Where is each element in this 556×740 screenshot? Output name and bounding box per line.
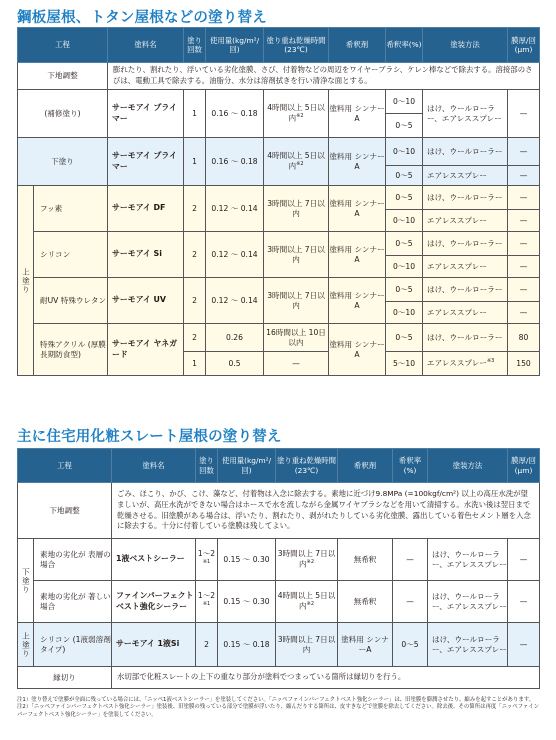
thinner: 塗料用 シンナーA: [329, 278, 386, 324]
paint-name: サーモアイ UV: [108, 278, 184, 324]
usage: 0.26: [206, 324, 264, 352]
method: エアレススプレー: [423, 210, 508, 232]
coats: 1: [184, 138, 206, 186]
thinner: 塗料用 シンナーA: [338, 623, 393, 667]
paint-name: サーモアイ プライマー: [108, 90, 184, 138]
method: エアレススプレー: [423, 256, 508, 278]
dry-time-text: 4時間以上 5日以内: [277, 591, 336, 611]
method: はけ、ウールローラー、エアレススプレー: [428, 539, 508, 581]
header-dry-time: 塗り重ね乾燥時間(23℃): [276, 449, 338, 483]
coats: 1: [184, 352, 206, 376]
table-slate-roof: [17, 448, 540, 689]
topcoat-label: 上塗り: [18, 623, 34, 667]
coats: [196, 581, 218, 623]
dilution-rate: 5〜10: [386, 352, 423, 376]
table-metal-roof: [17, 27, 540, 376]
prep-label: 下地調整: [18, 63, 108, 90]
film: —: [508, 256, 540, 278]
dry-time: —: [264, 352, 329, 376]
paint-name: 1液ベストシーラー: [112, 539, 196, 581]
dilution-rate: 0〜5: [386, 232, 423, 256]
film: —: [508, 232, 540, 256]
usage: 0.16 〜 0.18: [206, 138, 264, 186]
header-usage: 使用量(kg/m²/回): [206, 28, 264, 63]
usage: 0.12 〜 0.14: [206, 232, 264, 278]
header-coats: 塗り回数: [184, 28, 206, 63]
header-process: 工程: [18, 28, 108, 63]
header-paint: 塗料名: [112, 449, 196, 483]
coats-note: ※1: [202, 601, 211, 608]
dilution-rate: —: [393, 581, 428, 623]
dry-time-text: 3時間以上 7日以内: [277, 549, 336, 569]
method: エアレススプレー: [423, 166, 508, 186]
usage: 0.5: [206, 352, 264, 376]
coats: 2: [184, 278, 206, 324]
paint-name: サーモアイ 1液Si: [112, 623, 196, 667]
coats: 2: [184, 186, 206, 232]
coats-text: 1〜2: [197, 591, 216, 601]
usage: 0.15 〜 0.18: [218, 623, 276, 667]
header-film: 膜厚/回(μm): [508, 28, 540, 63]
thinner: 塗料用 シンナーA: [329, 186, 386, 232]
dry-time: 16時間以上 10日以内: [264, 324, 329, 352]
dry-time: [264, 90, 329, 138]
method: エアレススプレー: [423, 302, 508, 324]
dilution-rate: 0〜5: [393, 623, 428, 667]
dry-time-text: 4時間以上 5日以内: [267, 103, 325, 123]
thinner: 無希釈: [338, 581, 393, 623]
dry-time: [276, 539, 338, 581]
film: 80: [508, 324, 540, 352]
paint-name: ファインパーフェクト ベスト強化シーラー: [112, 581, 196, 623]
header-dilution: 希釈率(%): [393, 449, 428, 483]
dry-time: 3時間以上 7日以内: [276, 623, 338, 667]
usage: 0.12 〜 0.14: [206, 186, 264, 232]
method: はけ、ウールローラー: [423, 324, 508, 352]
paint-name: サーモアイ DF: [108, 186, 184, 232]
header-coats: 塗り回数: [196, 449, 218, 483]
coats: [196, 539, 218, 581]
film: —: [508, 90, 540, 138]
usage: 0.12 〜 0.14: [206, 278, 264, 324]
method-text: エアレススプレー: [427, 358, 487, 368]
method-note: ※3: [486, 358, 495, 365]
header-film: 膜厚/回(μm): [508, 449, 540, 483]
section2-title: 主に住宅用化粧スレート屋根の塗り替え: [17, 429, 282, 445]
coats-note: ※1: [202, 559, 211, 566]
prep-label: 下地調整: [18, 483, 112, 539]
coats: 2: [184, 324, 206, 352]
coats-text: 1〜2: [197, 549, 216, 559]
topcoat-label: 上塗り: [18, 186, 34, 376]
method: はけ、ウールローラー: [423, 278, 508, 302]
dry-note: ※2: [306, 601, 314, 608]
dilution-rate: 0〜5: [386, 186, 423, 210]
film: —: [508, 623, 540, 667]
paint-name: サーモアイ プライマー: [108, 138, 184, 186]
film: —: [508, 302, 540, 324]
method: はけ、ウールローラー、エアレススプレー: [423, 90, 508, 138]
method: はけ、ウールローラー: [423, 186, 508, 210]
usage: 0.15 〜 0.30: [218, 539, 276, 581]
thinner: 塗料用 シンナーA: [329, 90, 386, 138]
footnotes: [17, 697, 542, 719]
footnote-1: 注1）塗り替えで塗膜が全面に残っている場合には、「ニッペ1液ベストシーラー」を塗装してください。「ニッペファインパーフェクトベスト強化シーラー」は、旧塗膜を膨潤させたり、縮みを起すことがあります。: [17, 697, 535, 703]
film: —: [508, 539, 540, 581]
method: はけ、ウールローラー: [423, 232, 508, 256]
edge-cutting-text: 水切部で化粧スレートの上下の重なり部分が塗料でつまっている箇所は縁切りを行う。: [112, 667, 540, 689]
dry-time: [276, 581, 338, 623]
usage: 0.15 〜 0.30: [218, 581, 276, 623]
header-usage: 使用量(kg/m²/回): [218, 449, 276, 483]
step-repair: (補修塗り): [18, 90, 108, 138]
film: 150: [508, 352, 540, 376]
dry-note: ※2: [296, 161, 304, 168]
film: —: [508, 278, 540, 302]
thinner: 塗料用 シンナーA: [329, 324, 386, 376]
paint-name: サーモアイ ヤネガード: [108, 324, 184, 376]
dry-time: 3時間以上 7日以内: [264, 186, 329, 232]
header-paint: 塗料名: [108, 28, 184, 63]
footnote-2: 注2）「ニッペファインパーフェクトベスト強化シーラー」塗装後、旧塗膜の残っている部分で塗膜が浮いたり、縮んだりする箇所は、皮すきなどで塗膜を除去してください。除去後、その箇所は再度「ニッペファインパーフェクトベスト強化シーラー」を塗装してください。: [17, 704, 540, 718]
edge-cutting-label: 縁切り: [18, 667, 112, 689]
dry-time: 3時間以上 7日以内: [264, 278, 329, 324]
dilution-rate: 0〜5: [386, 324, 423, 352]
dry-note: ※2: [306, 559, 314, 566]
film: —: [508, 186, 540, 210]
thinner: 塗料用 シンナーA: [329, 232, 386, 278]
thinner: 無希釈: [338, 539, 393, 581]
header-process: 工程: [18, 449, 112, 483]
step-silicone: シリコン (1液弱溶剤タイプ): [34, 623, 112, 667]
header-dilution: 希釈率(%): [386, 28, 423, 63]
usage: 0.16 〜 0.18: [206, 90, 264, 138]
dry-time-text: 4時間以上 5日以内: [267, 151, 325, 171]
dilution-rate: 0〜5: [386, 278, 423, 302]
coats: 1: [184, 90, 206, 138]
section1-title: 鋼板屋根、トタン屋根などの塗り替え: [17, 10, 267, 26]
step-silicone: シリコン: [34, 232, 108, 278]
step-severe-deterioration: 素地の劣化が 著しい場合: [34, 581, 112, 623]
dilution-rate: 0〜10: [386, 256, 423, 278]
step-surface-deterioration: 素地の劣化が 表層の場合: [34, 539, 112, 581]
method: [423, 352, 508, 376]
coats: 2: [196, 623, 218, 667]
header-method: 塗装方法: [423, 28, 508, 63]
header-thinner: 希釈剤: [338, 449, 393, 483]
method: はけ、ウールローラー: [423, 138, 508, 166]
film: —: [508, 166, 540, 186]
undercoat-label: 下塗り: [18, 539, 34, 623]
step-uv-urethane: 耐UV 特殊ウレタン: [34, 278, 108, 324]
thinner: 塗料用 シンナーA: [329, 138, 386, 186]
dilution-rate: 0〜5: [386, 166, 423, 186]
dry-time: 3時間以上 7日以内: [264, 232, 329, 278]
film: —: [508, 210, 540, 232]
dry-note: ※2: [296, 113, 304, 120]
header-thinner: 希釈剤: [329, 28, 386, 63]
dilution-rate: 0〜10: [386, 210, 423, 232]
step-fluorine: フッ素: [34, 186, 108, 232]
film: —: [508, 138, 540, 166]
dilution-rate: 0〜10: [386, 138, 423, 166]
dry-time: [264, 138, 329, 186]
method: はけ、ウールローラー、エアレススプレー: [428, 623, 508, 667]
step-undercoat: 下塗り: [18, 138, 108, 186]
paint-name: サーモアイ Si: [108, 232, 184, 278]
dilution-rate: 0〜10: [386, 302, 423, 324]
coats: 2: [184, 232, 206, 278]
prep-text: ごみ、ほこり、かび、こけ、藻など、付着物は入念に除去する。素地に近づけ9.8MPa (=100kgf/cm²) 以上の高圧水洗が望ましいが、高圧水洗ができない場合はホースで水を流しながら金属ワイヤブラシなどを用いて清掃する。水洗い後は翌日まで乾燥させる。旧塗膜がある場合は、浮いたり、割れたり、剥がれたりしている劣化塗膜、露出している着色セメント層を入念に除去する。十分に付着している塗膜は残してよい。: [112, 483, 540, 539]
step-special-acrylic: 特殊アクリル (厚膜長期防食型): [34, 324, 108, 376]
method: はけ、ウールローラー、エアレススプレー: [428, 581, 508, 623]
header-method: 塗装方法: [428, 449, 508, 483]
dilution-rate: —: [393, 539, 428, 581]
dilution-rate: 0〜5: [386, 114, 423, 138]
film: —: [508, 581, 540, 623]
prep-text: 膨れたり、割れたり、浮いている劣化塗膜、さび、付着物などの周辺をワイヤーブラシ、ケレン棒などで除去する。溶接部のさびは、電動工具で除去する。油脂分、水分は溶剤拭きを行い清浄な面とする。: [108, 63, 540, 90]
header-dry-time: 塗り重ね乾燥時間(23℃): [264, 28, 329, 63]
dilution-rate: 0〜10: [386, 90, 423, 114]
